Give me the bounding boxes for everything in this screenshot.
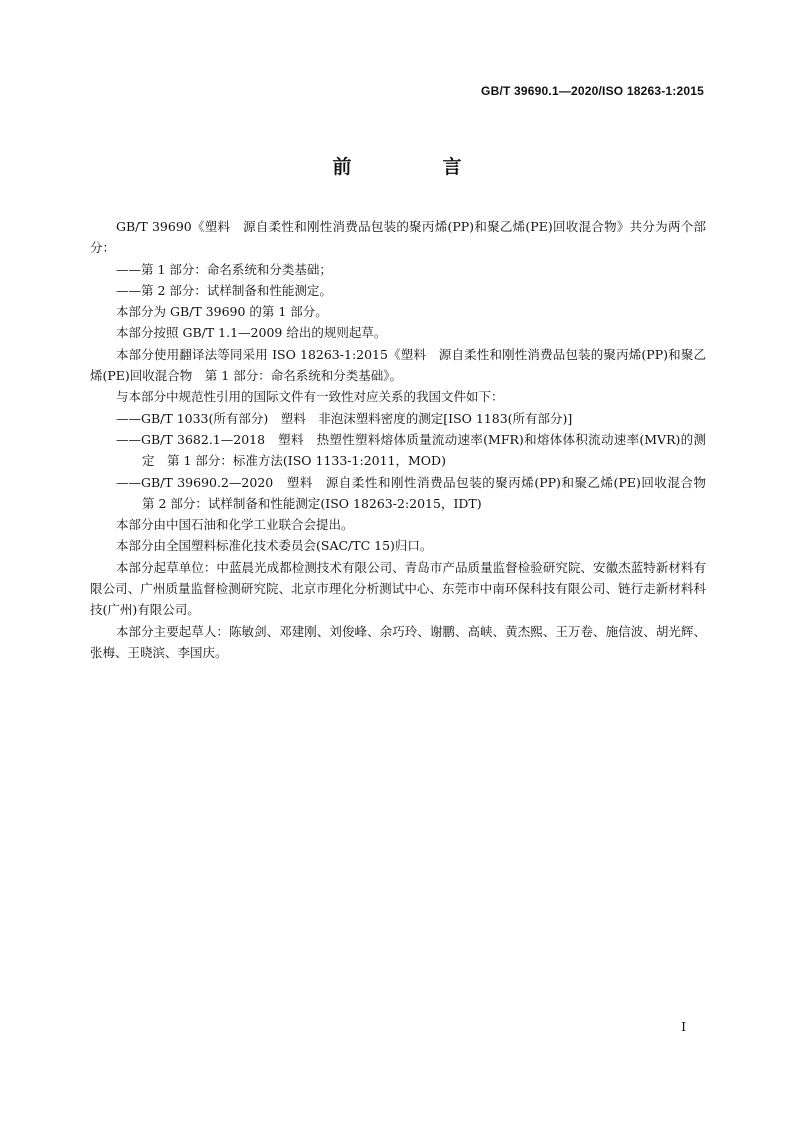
reference-item-gbt39690-2: ——GB/T 39690.2—2020 塑料 源自柔性和刚性消费品包装的聚丙烯(PP)和聚乙烯(PE)回收混合物 第 2 部分：试样制备和性能测定(ISO 18263-2:2015，IDT) bbox=[116, 474, 719, 511]
standard-number-header: GB/T 39690.1—2020/ISO 18263-1:2015 bbox=[481, 84, 704, 98]
paragraph-translation-method: 本部分使用翻译法等同采用 ISO 18263-1:2015《塑料 源自柔性和刚性消费品包装的聚丙烯(PP)和聚乙烯(PE)回收混合物 第 1 部分：命名系统和分类基础》。 bbox=[90, 346, 706, 384]
reference-item-gbt3682: ——GB/T 3682.1—2018 塑料 热塑性塑料熔体质量流动速率(MFR)和熔体体积流动速率(MVR)的测定 第 1 部分：标准方法(ISO 1133-1:2011，MOD) bbox=[116, 431, 706, 469]
paragraph-drafters: 本部分主要起草人：陈敏剑、邓建刚、刘俊峰、余巧玲、谢鹏、高峡、黄杰熙、王万卷、施信波、胡光辉、张梅、王晓滨、李国庆。 bbox=[90, 623, 706, 660]
reference-item-gbt1033: ——GB/T 1033(所有部分) 塑料 非泡沫塑料密度的测定[ISO 1183(所有部分)] bbox=[116, 410, 573, 426]
document-body bbox=[90, 216, 719, 663]
paragraph-corresponding-docs: 与本部分中规范性引用的国际文件有一致性对应关系的我国文件如下： bbox=[116, 389, 504, 405]
paragraph-drafting-rule: 本部分按照 GB/T 1.1—2009 给出的规则起草。 bbox=[116, 325, 387, 341]
list-item-part-2: ——第 2 部分：试样制备和性能测定。 bbox=[116, 282, 332, 298]
page-title: 前 言 bbox=[332, 156, 498, 178]
paragraph-centralized-by: 本部分由全国塑料标准化技术委员会(SAC/TC 15)归口。 bbox=[116, 538, 433, 554]
intro-paragraph: GB/T 39690《塑料 源自柔性和刚性消费品包装的聚丙烯(PP)和聚乙烯(PE)回收混合物》共分为两个部分： bbox=[90, 219, 706, 256]
list-item-part-1: ——第 1 部分：命名系统和分类基础； bbox=[116, 261, 332, 277]
paragraph-proposed-by: 本部分由中国石油和化学工业联合会提出。 bbox=[116, 517, 354, 533]
paragraph-drafting-units: 本部分起草单位：中蓝晨光成都检测技术有限公司、青岛市产品质量监督检验研究院、安徽杰蓝特新材料有限公司、广州质量监督检测研究院、北京市理化分析测试中心、东莞市中南环保科技有限公司、链行走新材料科技(广州)有限公司。 bbox=[90, 559, 706, 618]
page-number: I bbox=[681, 1020, 686, 1034]
paragraph-part-statement: 本部分为 GB/T 39690 的第 1 部分。 bbox=[116, 304, 328, 320]
